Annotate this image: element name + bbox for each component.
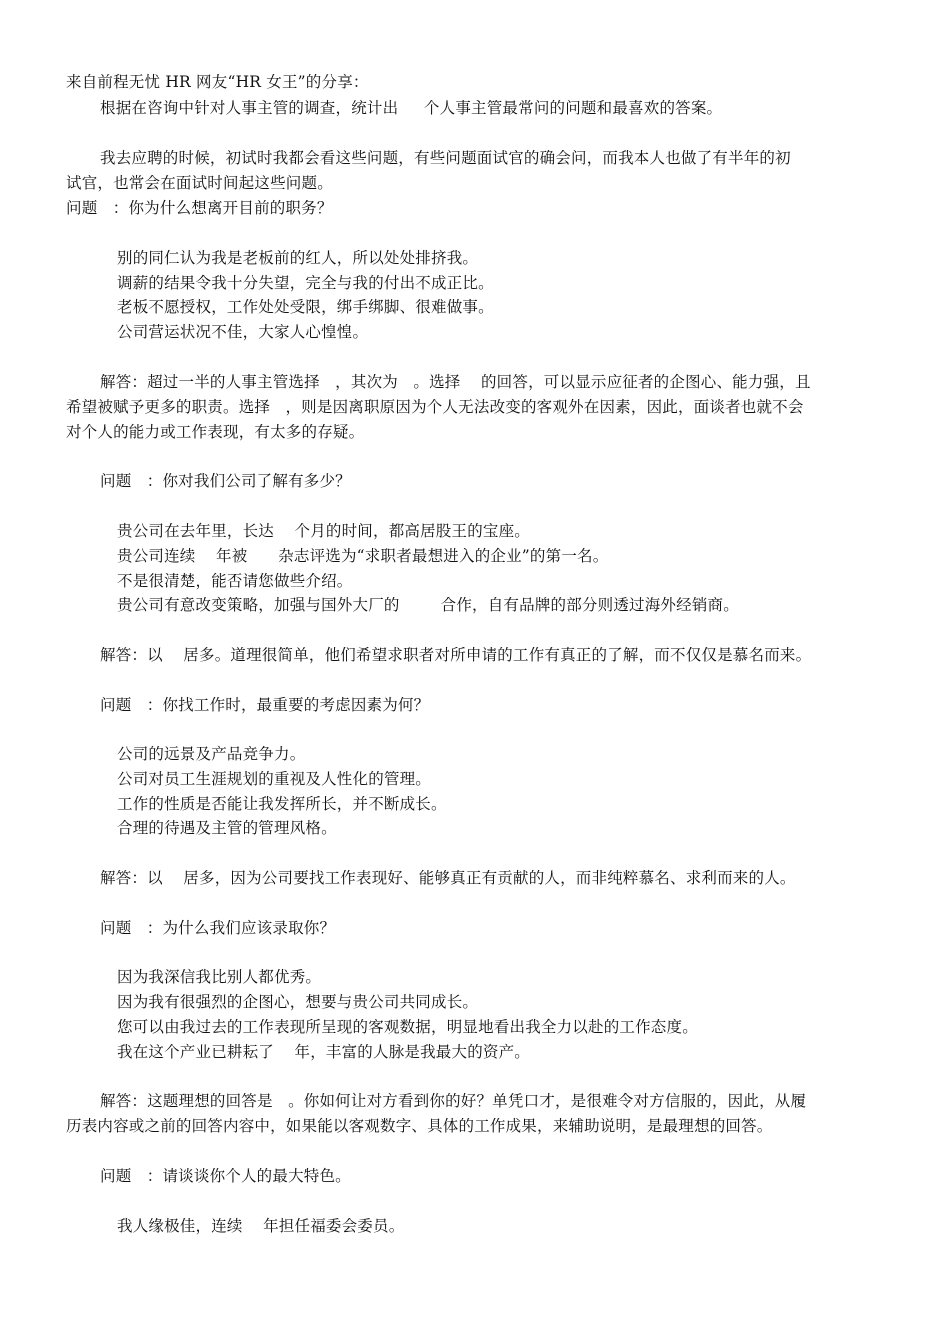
q2-answer-line-1: 解答：以 居多。道理很简单，他们希望求职者对所申请的工作有真正的了解，而不仅仅是慕名而来。 — [100, 646, 812, 664]
intro-line: 根据在咨询中针对人事主管的调查，统计出 个人事主管最常问的问题和最喜欢的答案。 — [100, 99, 723, 117]
source-line: 来自前程无忧 HR 网友“HR 女王”的分享： — [66, 73, 369, 91]
question-1: 问题 ：你为什么想离开目前的职务？ — [66, 199, 333, 217]
q1-answer-line-1: 解答：超过一半的人事主管选择 ，其次为 。选择 的回答，可以显示应征者的企图心、能力强，且 — [100, 373, 811, 391]
q1-answer-line-2: 希望被赋予更多的职责。选择 ，则是因离职原因为个人无法改变的客观外在因素，因此，面谈者也就不会 — [66, 398, 804, 416]
q4-answer-line-1: 解答：这题理想的回答是 。你如何让对方看到你的好？单凭口才，是很难令对方信服的，因此，从履 — [100, 1092, 807, 1110]
q3-answer-line-1: 解答：以 居多，因为公司要找工作表现好、能够真正有贡献的人，而非纯粹慕名、求利而来的人。 — [100, 869, 796, 887]
q3-option-1: 公司的远景及产品竞争力。 — [117, 745, 306, 763]
q1-option-3: 老板不愿授权，工作处处受限，绑手绑脚、很难做事。 — [117, 298, 494, 316]
q1-option-4: 公司营运状况不佳，大家人心惶惶。 — [117, 323, 369, 341]
preface-line-2: 试官，也常会在面试时间起这些问题。 — [66, 174, 333, 192]
question-2: 问题 ：你对我们公司了解有多少？ — [100, 472, 351, 490]
q4-option-2: 因为我有很强烈的企图心，想要与贵公司共同成长。 — [117, 993, 479, 1011]
q2-option-4: 贵公司有意改变策略，加强与国外大厂的 合作，自有品牌的部分则透过海外经销商。 — [117, 596, 739, 614]
q4-answer-line-2: 历表内容或之前的回答内容中，如果能以客观数字、具体的工作成果，来辅助说明，是最理想的回答。 — [66, 1117, 773, 1135]
question-5: 问题 ：请谈谈你个人的最大特色。 — [100, 1167, 351, 1185]
q2-option-3: 不是很清楚，能否请您做些介绍。 — [117, 572, 353, 590]
q3-option-2: 公司对员工生涯规划的重视及人性化的管理。 — [117, 770, 432, 788]
question-4: 问题 ：为什么我们应该录取你？ — [100, 919, 336, 937]
q3-option-3: 工作的性质是否能让我发挥所长，并不断成长。 — [117, 795, 447, 813]
q1-option-2: 调薪的结果令我十分失望，完全与我的付出不成正比。 — [117, 274, 494, 292]
q1-answer-line-3: 对个人的能力或工作表现，有太多的存疑。 — [66, 423, 365, 441]
question-3: 问题 ：你找工作时，最重要的考虑因素为何？ — [100, 696, 430, 714]
q4-option-4: 我在这个产业已耕耘了 年，丰富的人脉是我最大的资产。 — [117, 1043, 531, 1061]
q3-option-4: 合理的待遇及主管的管理风格。 — [117, 819, 337, 837]
q4-option-1: 因为我深信我比别人都优秀。 — [117, 968, 322, 986]
preface-line-1: 我去应聘的时候，初试时我都会看这些问题，有些问题面试官的确会问，而我本人也做了有半年的初 — [100, 149, 791, 167]
q1-option-1: 别的同仁认为我是老板前的红人，所以处处排挤我。 — [117, 249, 479, 267]
q2-option-2: 贵公司连续 年被 杂志评选为“求职者最想进入的企业”的第一名。 — [117, 547, 609, 565]
q5-option-1: 我人缘极佳，连续 年担任福委会委员。 — [117, 1217, 405, 1235]
q2-option-1: 贵公司在去年里，长达 个月的时间，都高居股王的宝座。 — [117, 522, 531, 540]
q4-option-3: 您可以由我过去的工作表现所呈现的客观数据，明显地看出我全力以赴的工作态度。 — [117, 1018, 698, 1036]
